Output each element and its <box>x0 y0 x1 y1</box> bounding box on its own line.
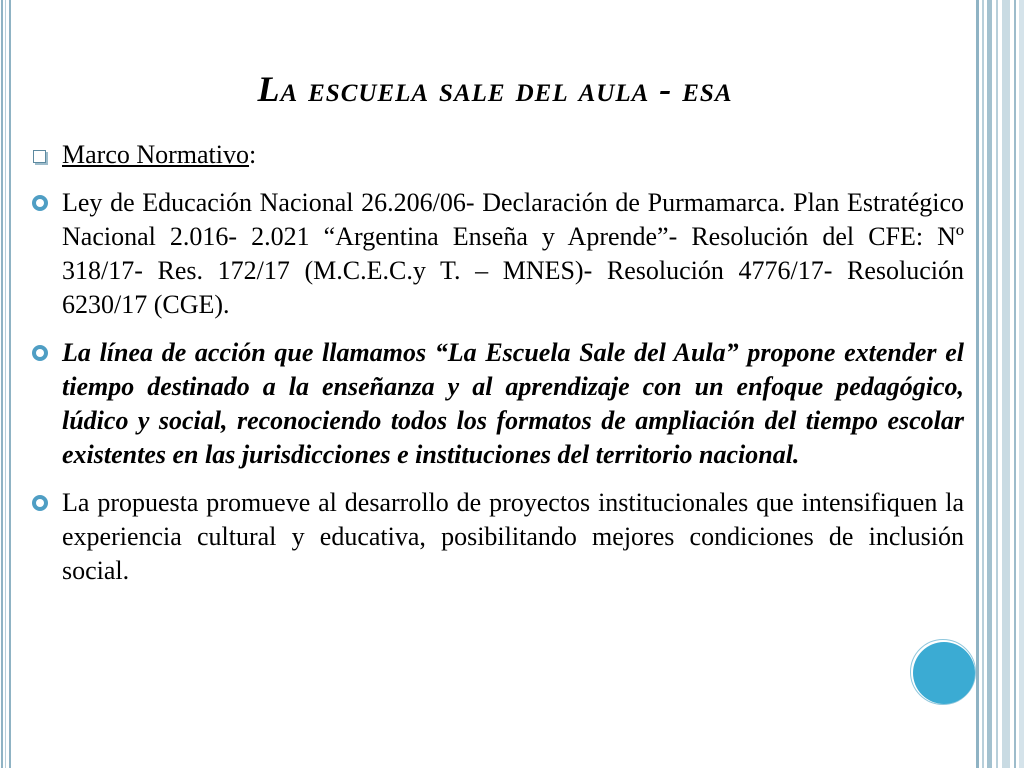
circle-bullet-icon <box>32 345 48 361</box>
left-border-decoration <box>0 0 14 768</box>
bullet-item-marco-normativo <box>30 138 964 172</box>
item-text: La línea de acción que llamamos “La Escuela Sale del Aula” propone extender el tiempo destinado a la enseñanza y al aprendizaje con un enfoque pedagógico, lúdico y social, reconociendo todos los formatos de ampliación del tiempo escolar existentes en las jurisdicciones e instituciones del territorio nacional. <box>62 338 964 469</box>
item-text: Ley de Educación Nacional 26.206/06- Declaración de Purmamarca. Plan Estratégico Nacional 2.016- 2.021 “Argentina Enseña y Aprende”- Resolución del CFE: Nº 318/17- Res. 172/17 (M.C.E.C.y T. – MNES)- Resolución 4776/17- Resolución 6230/17 (CGE). <box>62 188 964 319</box>
bullet-item-propuesta <box>30 486 964 588</box>
slide-title: La escuela sale del aula - esa <box>257 69 733 109</box>
decorative-circle <box>913 642 975 704</box>
slide-content <box>30 138 964 602</box>
bullet-item-ley <box>30 186 964 322</box>
item-label-suffix: : <box>249 140 257 169</box>
circle-bullet-icon <box>32 195 48 211</box>
right-border-decoration <box>976 0 1024 768</box>
item-text: La propuesta promueve al desarrollo de proyectos institucionales que intensifiquen la experiencia cultural y educativa, posibilitando mejores condiciones de inclusión social. <box>62 488 964 585</box>
square-bullet-icon <box>33 150 46 163</box>
item-label: Marco Normativo <box>62 140 250 169</box>
bullet-item-linea-de-accion <box>30 336 964 472</box>
circle-bullet-icon <box>32 495 48 511</box>
